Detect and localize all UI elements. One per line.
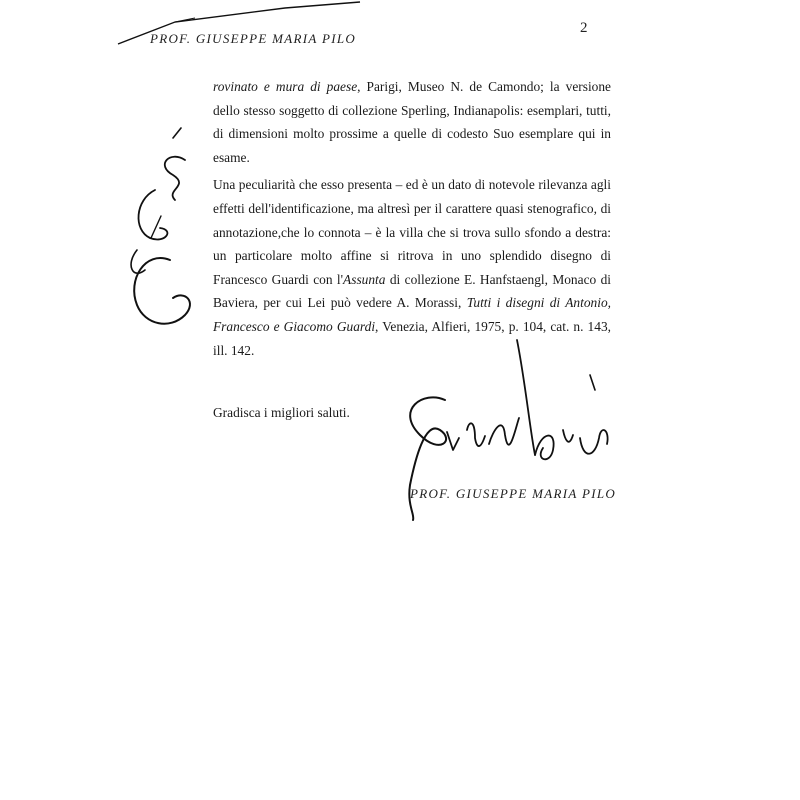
book-title: Tutti i disegni di Antonio, Francesco e Giacomo Guardi (213, 295, 612, 334)
page-number: 2 (580, 20, 588, 36)
paragraph-1: rovinato e mura di paese, Parigi, Museo N. de Camondo; la versione dello stesso soggetto di collezione Sperling, Indianapolis: esemplari, tutti, di dimensioni molto prossime a quelle di codesto Suo esemplare qui in esame. (213, 79, 611, 165)
header-author-name: PROF. GIUSEPPE MARIA PILO (150, 31, 357, 46)
paragraph-2: Una peculiarità che esso presenta – ed è un dato di notevole rilevanza agli effetti dell'identificazione, ma altresì per il carattere quasi stenografico, di annotazione,che lo connota – è la villa che si trova sullo sfondo a destra: un particolare molto affine si ritrova in uno splendido disegno di Francesco Guardi con l'Assunta di collezione E. Hanfstaengl, Monaco di Baviera, per cui Lei può vedere A. Morassi, Tutti i disegni di Antonio, Francesco e Giacomo Guardi, Venezia, Alfieri, 1975, p. 104, cat. n. 143, ill. 142. (213, 177, 612, 358)
artwork-title-assunta: Assunta (343, 271, 386, 287)
signer-name: PROF. GIUSEPPE MARIA PILO (410, 486, 617, 501)
margin-signature (115, 120, 205, 345)
artwork-title: rovinato e mura di paese (213, 79, 358, 94)
letter-body (213, 75, 611, 362)
closing-salutation: Gradisca i migliori saluti. (213, 405, 350, 420)
header-rule (0, 0, 800, 60)
